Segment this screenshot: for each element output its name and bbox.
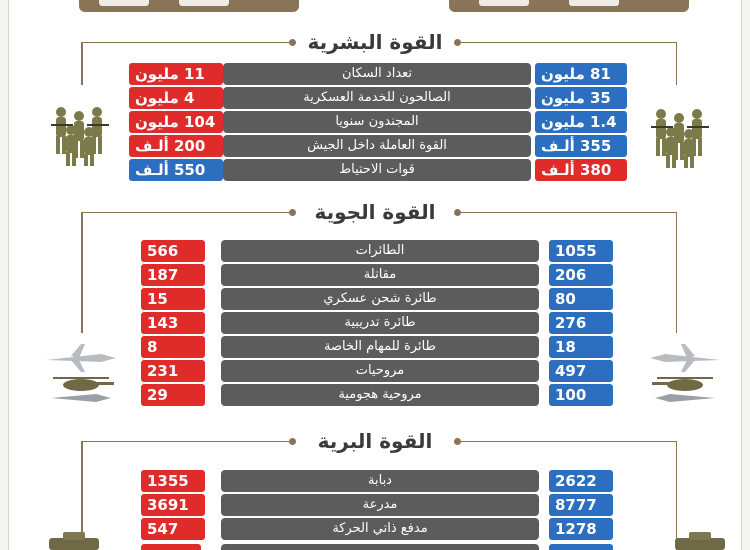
soldiers-illustration-left (47, 102, 117, 168)
land-row-label: مدرعة (221, 494, 539, 516)
land-row-label: دبابة (221, 470, 539, 492)
air-left-value: 8 (141, 336, 205, 358)
air-left-value: 29 (141, 384, 205, 406)
land-right-value: 8777 (549, 494, 613, 516)
tank-illustration-right (669, 530, 729, 550)
manpower-right-value: 380 ألـف (535, 159, 627, 181)
manpower-row-label: قوات الاحتياط (223, 159, 531, 181)
infographic-frame (8, 0, 742, 550)
soldiers-illustration-right (647, 104, 717, 170)
air-right-value: 100 (549, 384, 613, 406)
air-left-value: 15 (141, 288, 205, 310)
air-row-label: طائرة تدريبية (221, 312, 539, 334)
manpower-row-label: الصالحون للخدمة العسكرية (223, 87, 531, 109)
section-title-air-force: القوة الجوية (314, 200, 436, 224)
air-right-value: 497 (549, 360, 613, 382)
manpower-row-label: القوة العاملة داخل الجيش (223, 135, 531, 157)
tank-illustration-left (45, 530, 105, 550)
manpower-right-value: 81 مليون (535, 63, 627, 85)
aircraft-illustration-right (645, 340, 725, 410)
manpower-row-label: تعداد السكان (223, 63, 531, 85)
air-right-value: 1055 (549, 240, 613, 262)
air-row-label: طائرة شحن عسكري (221, 288, 539, 310)
air-left-value: 143 (141, 312, 205, 334)
manpower-row-label: المجندون سنويا (223, 111, 531, 133)
aircraft-illustration-left (41, 340, 121, 410)
air-row-label: طائرة للمهام الخاصة (221, 336, 539, 358)
air-left-value: 566 (141, 240, 205, 262)
air-right-value: 276 (549, 312, 613, 334)
manpower-right-value: 355 ألـف (535, 135, 627, 157)
cutoff-value-right (549, 544, 613, 550)
air-row-label: مروحيات (221, 360, 539, 382)
land-right-value: 1278 (549, 518, 613, 540)
manpower-left-value: 11 مليون (129, 63, 223, 85)
top-strip-right (449, 0, 689, 12)
air-right-value: 18 (549, 336, 613, 358)
section-title-manpower: القوة البشرية (307, 30, 443, 54)
section-title-land-force: القوة البرية (317, 429, 433, 453)
land-left-value: 3691 (141, 494, 205, 516)
top-strip-left (79, 0, 299, 12)
manpower-right-value: 35 مليون (535, 87, 627, 109)
manpower-left-value: 4 مليون (129, 87, 223, 109)
land-row-label: مدفع ذاتي الحركة (221, 518, 539, 540)
manpower-left-value: 200 ألـف (129, 135, 223, 157)
air-left-value: 187 (141, 264, 205, 286)
air-left-value: 231 (141, 360, 205, 382)
air-right-value: 80 (549, 288, 613, 310)
cutoff-value-left (141, 544, 201, 550)
manpower-left-value: 104 مليون (129, 111, 223, 133)
manpower-left-value: 550 ألـف (129, 159, 223, 181)
air-row-label: مروحية هجومية (221, 384, 539, 406)
cutoff-label (221, 544, 539, 550)
land-right-value: 2622 (549, 470, 613, 492)
manpower-right-value: 1.4 مليون (535, 111, 627, 133)
air-right-value: 206 (549, 264, 613, 286)
air-row-label: الطائرات (221, 240, 539, 262)
land-left-value: 1355 (141, 470, 205, 492)
land-left-value: 547 (141, 518, 205, 540)
air-row-label: مقاتلة (221, 264, 539, 286)
